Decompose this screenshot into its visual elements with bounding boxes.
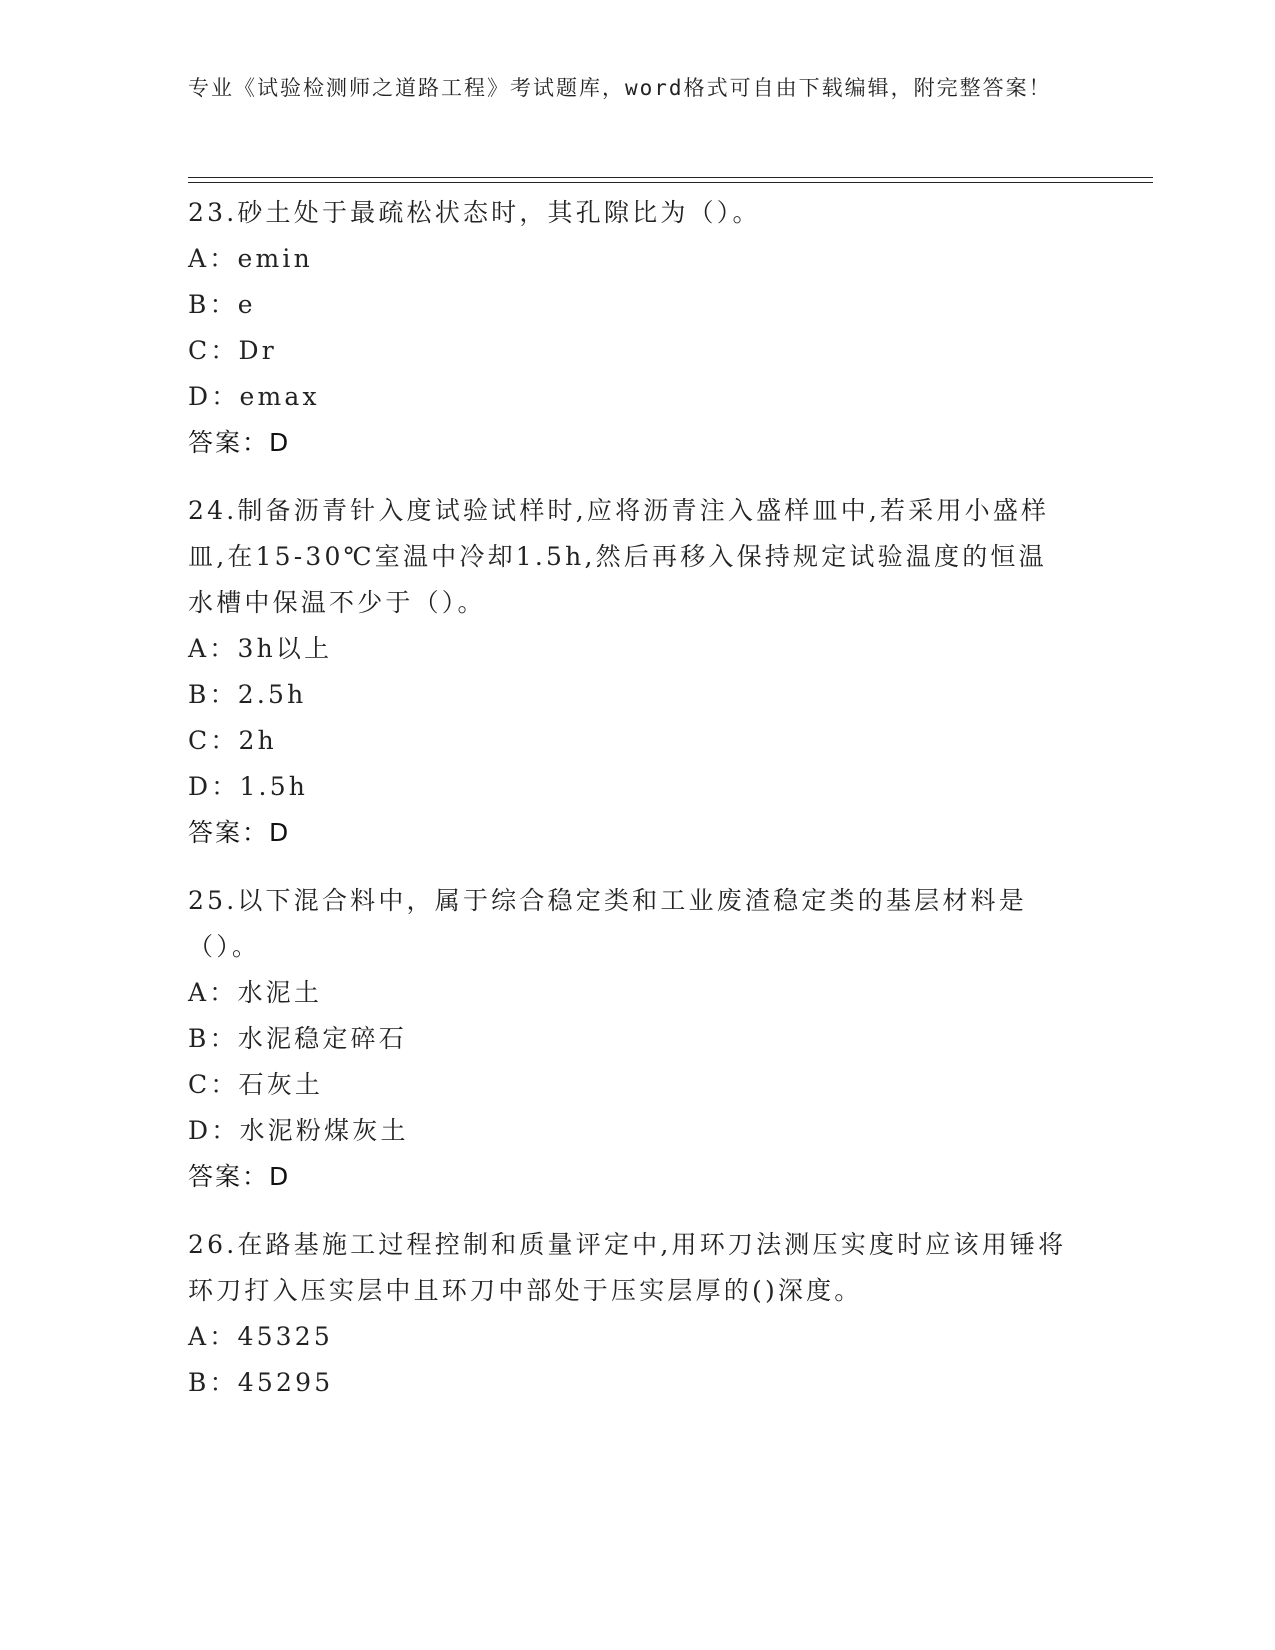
option-a (188, 970, 1088, 1016)
question-stem: 26.在路基施工过程控制和质量评定中,用环刀法测压实度时应该用锤将环刀打入压实层中且环刀中部处于压实层厚的()深度。 (188, 1230, 1067, 1305)
option-text: 水泥土 (237, 978, 323, 1007)
option-c (188, 718, 1088, 764)
option-label: A： (188, 1322, 238, 1351)
answer-line: 答案：D (188, 428, 291, 457)
question-stem: 25.以下混合料中，属于综合稳定类和工业废渣稳定类的基层材料是（）。 (188, 886, 1027, 961)
option-label: C： (188, 1070, 239, 1099)
question-23 (188, 190, 1088, 466)
option-label: D： (188, 382, 240, 411)
option-text: 2h (238, 726, 277, 755)
option-label: B： (188, 1368, 238, 1397)
option-text: 石灰土 (238, 1070, 324, 1099)
option-text: 1.5h (239, 772, 309, 801)
option-d (188, 1108, 1088, 1154)
option-label: A： (188, 634, 238, 663)
option-text: Dr (238, 336, 277, 365)
option-label: C： (188, 336, 239, 365)
question-list (188, 190, 1088, 1428)
option-a (188, 1314, 1088, 1360)
option-b (188, 282, 1088, 328)
option-a (188, 626, 1088, 672)
option-label: B： (188, 680, 238, 709)
option-label: D： (188, 772, 240, 801)
header-rule-top (188, 177, 1153, 178)
option-text: 45325 (237, 1322, 333, 1351)
option-b (188, 672, 1088, 718)
option-text: 水泥粉煤灰土 (239, 1116, 409, 1145)
option-c (188, 328, 1088, 374)
option-label: C： (188, 726, 239, 755)
answer-line: 答案：D (188, 818, 291, 847)
option-label: A： (188, 978, 238, 1007)
option-b (188, 1016, 1088, 1062)
option-text: 3h以上 (237, 634, 333, 663)
option-text: 45295 (237, 1368, 334, 1397)
option-text: emin (237, 244, 313, 273)
option-text: 水泥稳定碎石 (237, 1024, 407, 1053)
question-stem: 23.砂土处于最疏松状态时，其孔隙比为（）。 (188, 198, 761, 227)
option-text: 2.5h (237, 680, 307, 709)
question-24 (188, 488, 1088, 856)
question-25 (188, 878, 1088, 1200)
option-b (188, 1360, 1088, 1406)
option-label: B： (188, 290, 238, 319)
option-c (188, 1062, 1088, 1108)
header-rule-bottom (188, 182, 1153, 183)
option-d (188, 764, 1088, 810)
document-header: 专业《试验检测师之道路工程》考试题库，word格式可自由下载编辑，附完整答案！ (188, 76, 1052, 100)
option-a (188, 236, 1088, 282)
option-label: A： (188, 244, 238, 273)
answer-line: 答案：D (188, 1162, 291, 1191)
option-label: D： (188, 1116, 240, 1145)
question-stem: 24.制备沥青针入度试验试样时,应将沥青注入盛样皿中,若采用小盛样皿,在15-30℃室温中冷却1.5h,然后再移入保持规定试验温度的恒温水槽中保温不少于（）。 (188, 496, 1050, 617)
question-26 (188, 1222, 1088, 1406)
option-label: B： (188, 1024, 238, 1053)
option-text: emax (239, 382, 320, 411)
option-d (188, 374, 1088, 420)
option-text: e (237, 290, 256, 319)
